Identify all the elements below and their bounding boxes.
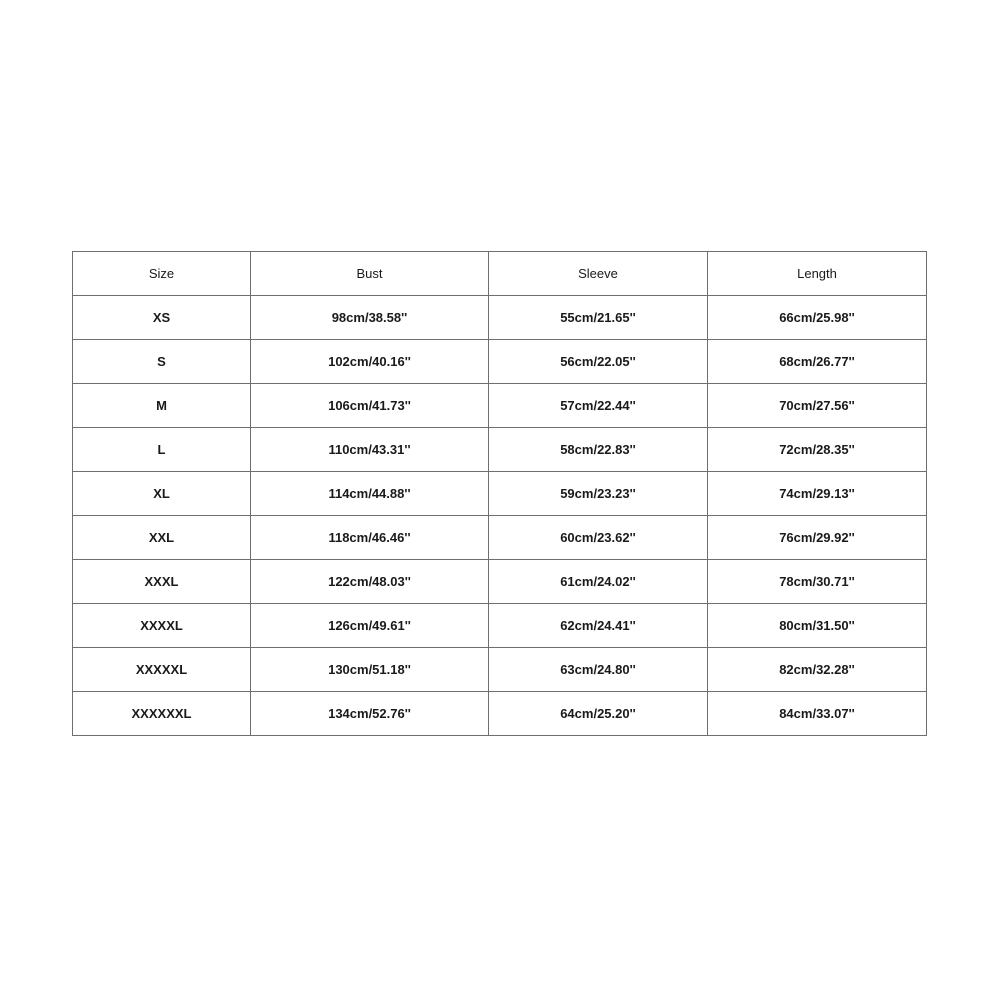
cell-size: XXL bbox=[73, 516, 251, 560]
table-row bbox=[73, 296, 927, 340]
size-chart-table bbox=[72, 251, 927, 736]
cell-bust: 114cm/44.88'' bbox=[251, 472, 489, 516]
cell-size: XXXL bbox=[73, 560, 251, 604]
header-sleeve: Sleeve bbox=[489, 252, 708, 296]
cell-sleeve: 58cm/22.83'' bbox=[489, 428, 708, 472]
cell-bust: 106cm/41.73'' bbox=[251, 384, 489, 428]
cell-bust: 134cm/52.76'' bbox=[251, 692, 489, 736]
cell-sleeve: 60cm/23.62'' bbox=[489, 516, 708, 560]
cell-size: M bbox=[73, 384, 251, 428]
table-row bbox=[73, 516, 927, 560]
cell-size: XXXXXXL bbox=[73, 692, 251, 736]
header-length: Length bbox=[708, 252, 927, 296]
cell-length: 68cm/26.77'' bbox=[708, 340, 927, 384]
cell-bust: 122cm/48.03'' bbox=[251, 560, 489, 604]
cell-length: 70cm/27.56'' bbox=[708, 384, 927, 428]
cell-sleeve: 61cm/24.02'' bbox=[489, 560, 708, 604]
table-row bbox=[73, 340, 927, 384]
table-header-row bbox=[73, 252, 927, 296]
cell-size: S bbox=[73, 340, 251, 384]
cell-sleeve: 59cm/23.23'' bbox=[489, 472, 708, 516]
table-row bbox=[73, 560, 927, 604]
cell-size: XS bbox=[73, 296, 251, 340]
table-row bbox=[73, 648, 927, 692]
table-row bbox=[73, 384, 927, 428]
table-row bbox=[73, 692, 927, 736]
table-row bbox=[73, 428, 927, 472]
cell-size: XL bbox=[73, 472, 251, 516]
cell-sleeve: 64cm/25.20'' bbox=[489, 692, 708, 736]
cell-length: 66cm/25.98'' bbox=[708, 296, 927, 340]
header-bust: Bust bbox=[251, 252, 489, 296]
cell-length: 72cm/28.35'' bbox=[708, 428, 927, 472]
cell-bust: 118cm/46.46'' bbox=[251, 516, 489, 560]
cell-bust: 126cm/49.61'' bbox=[251, 604, 489, 648]
cell-sleeve: 55cm/21.65'' bbox=[489, 296, 708, 340]
cell-bust: 102cm/40.16'' bbox=[251, 340, 489, 384]
cell-length: 78cm/30.71'' bbox=[708, 560, 927, 604]
cell-bust: 110cm/43.31'' bbox=[251, 428, 489, 472]
table-row bbox=[73, 472, 927, 516]
cell-sleeve: 57cm/22.44'' bbox=[489, 384, 708, 428]
cell-length: 80cm/31.50'' bbox=[708, 604, 927, 648]
cell-bust: 98cm/38.58'' bbox=[251, 296, 489, 340]
cell-sleeve: 63cm/24.80'' bbox=[489, 648, 708, 692]
cell-bust: 130cm/51.18'' bbox=[251, 648, 489, 692]
header-size: Size bbox=[73, 252, 251, 296]
cell-length: 84cm/33.07'' bbox=[708, 692, 927, 736]
table-row bbox=[73, 604, 927, 648]
cell-size: XXXXXL bbox=[73, 648, 251, 692]
cell-length: 82cm/32.28'' bbox=[708, 648, 927, 692]
cell-sleeve: 62cm/24.41'' bbox=[489, 604, 708, 648]
cell-length: 76cm/29.92'' bbox=[708, 516, 927, 560]
cell-size: XXXXL bbox=[73, 604, 251, 648]
cell-size: L bbox=[73, 428, 251, 472]
cell-sleeve: 56cm/22.05'' bbox=[489, 340, 708, 384]
cell-length: 74cm/29.13'' bbox=[708, 472, 927, 516]
